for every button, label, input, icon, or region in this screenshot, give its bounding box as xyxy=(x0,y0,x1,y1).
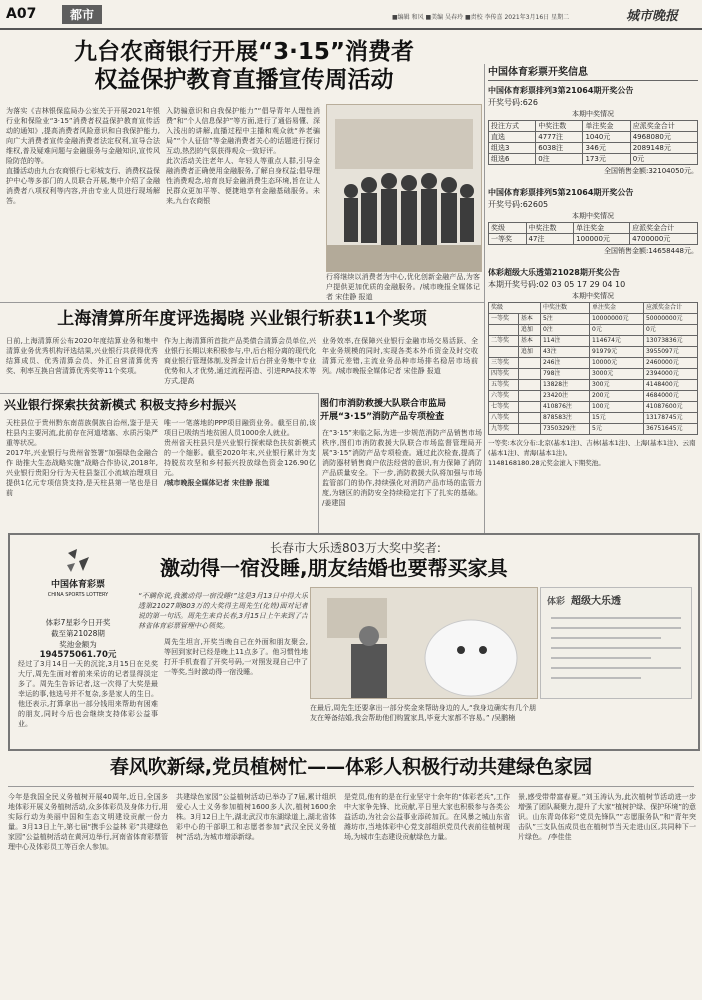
article4-body: 在“3·15”来临之际,为进一步规范消防产品销售市场秩序,图们市消防救援大队联合市场监督管理局开展“3·15”消防产品专项检查。通过此次检查,提高了消防器材销售商户依法经营的意识,有力保障了消防产品质量安全。下一步,消防救援大队将加强与市场监管部门的协作,持续强化对消防产品市场的监管力度,为辖区的消防安全持续稳定打下了扎实的基础。 /姜建国 xyxy=(322,429,482,507)
table-row: 组选3 6038注 346元 2089148元 xyxy=(489,143,698,154)
ticket-title: 超级大乐透 xyxy=(571,596,621,607)
p5-title: 中国体育彩票排列5第21064期开奖公告 xyxy=(488,188,634,197)
table-row: 八等奖 878583注 15元 13178745元 xyxy=(489,413,698,424)
masthead xyxy=(0,0,702,32)
p3-table xyxy=(488,120,698,165)
article6-col4: 景,感受带带富春夏。”刘玉涛认为,此次植树节活动进一步增强了团队凝聚力,提升了大家“植树护绿、保护环境”的意识。山东青岛体彩“党员先锋队”“志愿服务队”和“青年突击队”三支队伍成员也在植树节当天走进山区,共同种下一片绿色。 /李佳佳 xyxy=(518,793,696,841)
article1-title-line1: 九台农商银行开展“3·15”消费者 xyxy=(74,39,414,65)
article1-col1: 为落实《吉林银保监局办公室关于开展2021年银行业和保险业“3·15”消费者权益保护教育宣传活动的通知》,提高消费者风险意识和自我保护能力,向广大消费者宣传金融消费者法定权利,宣导合法维权,普及疑难问题与金融服务与金融知识,宣传风险防范的等。 直播活动由九台农商银行七彩城支行、消费权益保护中心等多部门的人员联合开展,集中介绍了金融消费者八项权利等内容,并由专业人员进行现场解答。 xyxy=(6,107,160,205)
staff-group-photo xyxy=(327,105,481,271)
lottery-ticket xyxy=(540,587,692,699)
dlt-table xyxy=(488,302,698,435)
table-row: 五等奖 13828注 300元 4148400元 xyxy=(489,380,698,391)
dlt-note2: 1148168180.28元奖金滚入下期奖池。 xyxy=(488,459,605,467)
article1-caption: 行将继续以消费者为中心,优化创新金融产品,为客户提供更加优质的金融服务。/城市晚报全媒体记者 宋佳静 报道 xyxy=(326,273,480,301)
dlt-subtitle: 本期中奖情况 xyxy=(572,292,614,300)
article6-col1: 今年是我国全民义务植树开展40周年,近日,全国多地体彩开展义务植树活动,众多体彩员及身体力行,用实际行动为美丽中国和生态文明建设贡献一份力量。3月13日上午,第七届“携手公益林 彩”共建绿色家园”公益植树活动在黄河边举行,河南省体育彩票管理中心及体彩员工等百余人参加。 xyxy=(8,793,168,851)
article2-col2: 作为上海清算所首批产品类债合清算会员单位,兴业银行长期以来积极参与,中,后台相分离的现代化商业银行管理体制,发挥金计后台拼业务集中专业优势和人才优势,通过流程再造、引进RPA技术等方式,提高 xyxy=(164,337,316,385)
table-row: 追加 0注 0元 0元 xyxy=(489,325,698,336)
table-row: 九等奖 7350329注 5元 36751645元 xyxy=(489,424,698,435)
table-row: 三等奖 246注 10000元 2460000元 xyxy=(489,358,698,369)
page-number: A07 xyxy=(6,6,37,22)
article5-box xyxy=(8,533,700,751)
article2-title: 上海清算所年度评选揭晓 兴业银行斩获11个奖项 xyxy=(57,309,427,329)
article2-col1: 日前,上海清算所公布2020年度结算业务和集中清算业务优秀机构评选结果,兴业银行共获得优秀结算成员、优秀清算会员、外汇自营清算优秀奖、利率互换自营清算优秀奖等11个奖项。 xyxy=(6,337,158,375)
article3-title: 兴业银行探索扶贫新模式 积极支持乡村振兴 xyxy=(4,398,237,412)
masthead-logo: 城市晚报 xyxy=(626,9,679,24)
table-row: 投注方式 中奖注数 单注奖金 应派奖金合计 xyxy=(489,121,698,132)
table-row: 组选6 0注 173元 0元 xyxy=(489,154,698,165)
article4-title-line2: 开展“3·15”消防产品专项检查 xyxy=(320,412,445,422)
p5-subtitle: 本期中奖情况 xyxy=(572,212,614,220)
jackpot-info: 体彩7星彩今日开奖 截至第21028期 奖池金额为 194575061.70元 xyxy=(39,618,117,660)
section-label: 都市 xyxy=(62,5,102,24)
article1-col2: 入防骗意识和自我保护能力”“倡导青年人理性消费”和“个人信息保护”等方面,进行了通俗易懂、深入浅出的讲解,直播过程中主播和观众就“养老骗局”“个人征信”等金融消费者关心的话题进行探讨互动,热烈的气氛获得观众一致好评。 此次活动关注老年人、年轻人等重点人群,引导金融消费者正确使用金融服务,了解自身权益;倡导理性消费观念,培育良好金融消费生态环境,旨在让人民群众更加平等、便捷地享有金融基础服务。未来,九台农商银 xyxy=(166,107,320,205)
table-row: 追加 43注 91979元 3955097元 xyxy=(489,347,698,358)
p5-table xyxy=(488,222,698,245)
lottery-heading: 中国体育彩票开奖信息 xyxy=(488,66,698,81)
article1-photo xyxy=(326,104,482,272)
article6-col3: 是党员,他有的是在行业坚守十余年的“体彩老兵”,工作中大家争先锋、比贡献,平日里大家也积极参与各类公益活动,为社会公益事业添砖加瓦。在风暴之城山东省潍坊市,当地体彩中心党支部组织党员代表前往植树现场,为城市生态建设贡献绿色力量。 xyxy=(344,793,510,841)
p5-number: 开奖号码:62605 xyxy=(488,200,549,209)
article1-title xyxy=(0,38,488,94)
logo-cn: 中国体育彩票 xyxy=(50,580,105,590)
article5-col2: 周先生坦言,开奖当晚自己在外面和朋友聚会,等回到家时已经是晚上11点多了。他习惯性地打开手机查看了开奖号码,一对照发现自己中了一等奖,当时激动得一宿没睡。 xyxy=(164,638,308,676)
logo-en: CHINA SPORTS LOTTERY xyxy=(47,592,109,598)
dlt-title: 体彩超级大乐透第21028期开奖公告 xyxy=(488,268,620,277)
table-row: 一等奖 基本 5注 10000000元 50000000元 xyxy=(489,314,698,325)
article6-col2: 共建绿色家园”公益植树活动已举办了7届,累计组织爱心人士义务参加植树1600多人次,植树1600余株。3月12日上午,湖北武汉市东湖绿道上,湖北省体彩中心的干部职工和志愿者参加“武汉全民义务植树”活动,为城市增添新绿。 xyxy=(176,793,336,841)
article6-title: 春风吹新绿,党员植树忙——体彩人积极行动共建绿色家园 xyxy=(109,756,593,778)
p3-sales: 全国销售金额:32104050元。 xyxy=(604,167,698,175)
article5-col3: 在最后,周先生还要拿出一部分奖金来帮助身边的人,“我身边确实有几个朋友在筹备结婚,我会帮助他们购置家具,毕竟大家都不容易。” /吴鹏楠 xyxy=(310,704,536,722)
article2-col3: 业务效率,在保障兴业银行金融市场交易活跃、全年业务规模的同时,实现各类本外币资金及时交收清算元差错,主流业务品种市场排名稳居市场前列。/城市晚报全媒体记者 宋佳静 报道 xyxy=(322,337,478,375)
ticket-brand: 体彩 xyxy=(547,597,566,607)
article5-col1: 经过了3月14日一天的沉淀,3月15日在兑奖大厅,周先生面对着前来采访的记者显得淡定多了。周先生告诉记者,这一次得了大奖是最幸运的事,他选号并不复杂,多是家人的生日。他还表示,打算拿出一部分钱用来帮助有困难的朋友,同时今后也会继续支持体彩公益事业。 xyxy=(18,660,158,728)
p3-number: 开奖号码:626 xyxy=(488,98,538,107)
lottery-column xyxy=(488,66,698,468)
p3-subtitle: 本期中奖情况 xyxy=(572,110,614,118)
article4-title-line1: 图们市消防救援大队联合市监局 xyxy=(320,399,447,409)
table-row: 七等奖 410876注 100元 41087600元 xyxy=(489,402,698,413)
p5-sales: 全国销售金额:14658448元。 xyxy=(604,247,698,255)
lottery-logo-icon xyxy=(63,545,93,575)
dlt-note1: 一等奖:本次分布:北京(基本1注)、吉林(基本1注)、上海(基本1注)、云南(基本1注)、青海(基本1注)。 xyxy=(488,439,696,457)
cslottery-logo xyxy=(28,545,128,615)
article5-kicker: 长春市大乐透803万大奖中奖者: xyxy=(270,541,441,555)
table-row: 直选 4777注 1040元 4968080元 xyxy=(489,132,698,143)
article3-col1: 天柱县位于贵州黔东南苗族侗族自治州,鉴于是天柱县内主要河流,此前存在河道堵塞、水质污染严重等状况。 2017年,兴业银行与贵州省签署“加强绿色金融合作 助推大生态战略实施”战略合作协议,2018年,兴业银行贵阳分行为天柱县鉴江小流域治理项目提供1亿元专项信贷支持,是天柱县第一笔也是目前 xyxy=(6,419,158,497)
article3-col2: 唯一一笔落地的PPP项目融资业务。截至目前,该项目已吸纳当地贫困人员1000余人就业。 贵州省天柱县只是兴业银行探索绿色扶贫新模式的一个缩影。截至2020年末,兴业银行累计为支持脱贫攻坚和乡村振兴投放绿色资金126.90亿元。 /城市晚报全媒体记者 宋佳静 报道 xyxy=(164,419,316,487)
table-row: 二等奖 基本 114注 114674元 13073836元 xyxy=(489,336,698,347)
article1-title-line2: 权益保护教育直播宣传周活动 xyxy=(94,67,394,93)
article4-title xyxy=(320,398,484,424)
article5-quote: “不瞒你说,我激动得一宿没睡!”这是3月13日中得大乐透第21027期803万的大奖得主周先生(化姓)面对记者说的第一句话。周先生来自长春,3月15日上午来到了吉林省体育彩票管理中心领奖。 xyxy=(138,592,308,630)
article5-photo xyxy=(310,587,538,699)
table-row: 六等奖 23420注 200元 4684000元 xyxy=(489,391,698,402)
article5-title: 激动得一宿没睡,朋友结婚也要帮买家具 xyxy=(160,556,508,580)
table-row: 奖级 中奖注数 单注奖金 应派奖金合计 xyxy=(489,303,698,314)
mascot-winner-photo xyxy=(311,588,537,698)
table-row: 奖级 中奖注数 单注奖金 应派奖金合计 xyxy=(489,223,698,234)
masthead-meta: ■编辑 和风 ■美编 吴春玲 ■责校 李传喜 2021年3月16日 星期二 xyxy=(392,14,570,21)
p3-title: 中国体育彩票排列3第21064期开奖公告 xyxy=(488,86,634,95)
table-row: 一等奖 47注 100000元 4700000元 xyxy=(489,234,698,245)
dlt-number: 本期开奖号码:02 03 05 17 29 04 10 xyxy=(488,280,626,289)
table-row: 四等奖 798注 3000元 2394000元 xyxy=(489,369,698,380)
